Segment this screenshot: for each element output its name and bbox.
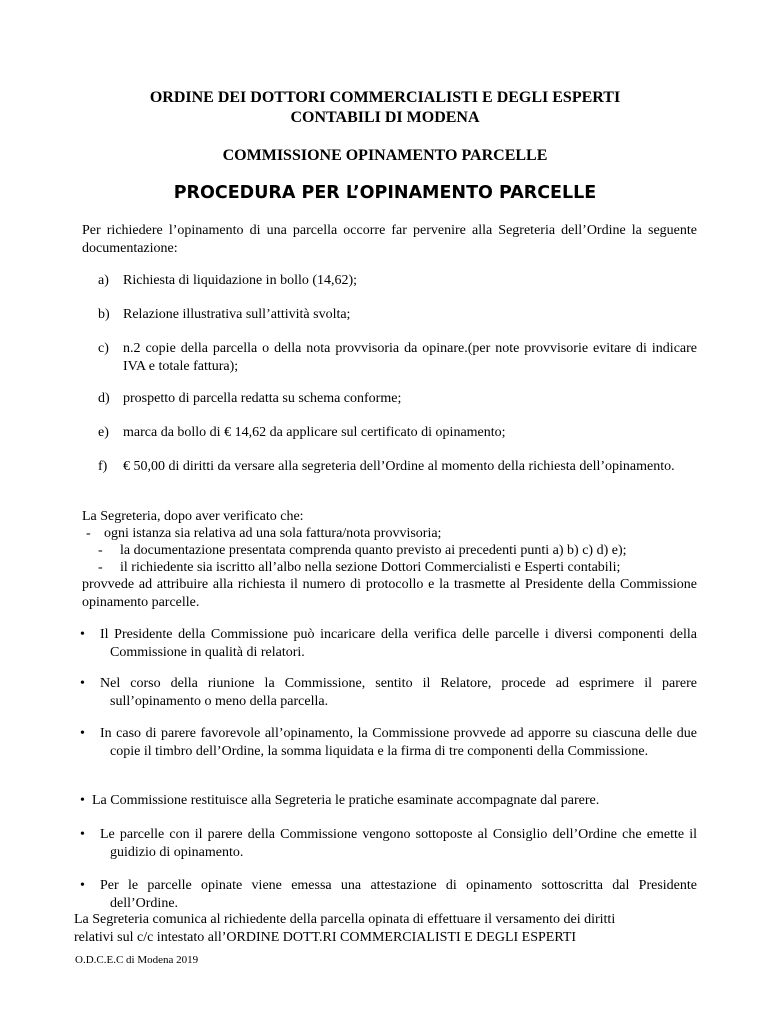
bullet-marker: •	[80, 676, 85, 691]
list-item-text: € 50,00 di diritti da versare alla segreteria dell’Ordine al momento della richiesta dell’opinamento.	[123, 459, 675, 474]
dash-marker: -	[98, 543, 103, 558]
list-item	[98, 424, 697, 442]
document-title: PROCEDURA PER L’OPINAMENTO PARCELLE	[173, 183, 597, 203]
closing-paragraph	[74, 911, 714, 946]
list-item-text: prospetto di parcella redatta su schema conforme;	[123, 391, 402, 406]
organization-name-line1: ORDINE DEI DOTTORI COMMERCIALISTI E DEGLI ESPERTI	[149, 89, 621, 106]
list-item-text: Richiesta di liquidazione in bollo (14,62);	[123, 273, 358, 288]
list-item-text: Nel corso della riunione la Commissione, sentito il Relatore, procede ad esprimere il parere sull’opinamento o meno della parcella.	[100, 676, 697, 709]
verification-conclusion: provvede ad attribuire alla richiesta il numero di protocollo e la trasmette al Presidente della Commissione opinamento parcelle.	[82, 577, 697, 610]
list-item-text: In caso di parere favorevole all’opinamento, la Commissione provvede ad apporre su ciascuna delle due copie il timbro dell’Ordine, la somma liquidata e la firma di tre componenti della Commissione.	[100, 726, 697, 759]
list-item	[80, 877, 697, 912]
list-item-label: b)	[98, 307, 110, 322]
list-item	[98, 559, 697, 577]
organization-name	[0, 88, 770, 128]
list-item-label: a)	[98, 273, 109, 288]
bullet-marker: •	[80, 878, 85, 893]
list-item-text: Il Presidente della Commissione può incaricare della verifica delle parcelle i diversi componenti della Commissione in qualità di relatori.	[100, 627, 697, 660]
list-item-text: La Commissione restituisce alla Segreteria le pratiche esaminate accompagnate dal parere.	[92, 793, 600, 808]
list-item-text: il richiedente sia iscritto all’albo nella sezione Dottori Commercialisti e Esperti contabili;	[120, 560, 621, 575]
bullet-marker: •	[80, 827, 85, 842]
closing-line2: relativi sul c/c intestato all’ORDINE DOTT.RI COMMERCIALISTI E DEGLI ESPERTI	[74, 929, 577, 945]
organization-name-line2: CONTABILI DI MODENA	[290, 109, 480, 126]
list-item-text: Le parcelle con il parere della Commissione vengono sottoposte al Consiglio dell’Ordine che emette il guidizio di opinamento.	[100, 827, 697, 860]
commission-name: COMMISSIONE OPINAMENTO PARCELLE	[222, 147, 548, 164]
bullet-marker: •	[80, 793, 85, 808]
list-item	[98, 542, 697, 560]
list-item-label: e)	[98, 425, 109, 440]
list-item	[86, 525, 697, 543]
list-item-label: c)	[98, 341, 109, 356]
list-item-label: f)	[98, 459, 108, 474]
list-item	[98, 340, 697, 375]
list-item-text: n.2 copie della parcella o della nota provvisoria da opinare.(per note provvisorie evitare di indicare IVA e totale fattura);	[123, 341, 697, 374]
list-item	[98, 306, 697, 324]
dash-marker: -	[86, 526, 91, 541]
list-item	[80, 725, 697, 760]
closing-line1: La Segreteria comunica al richiedente della parcella opinata di effettuare il versamento dei diritti	[74, 912, 616, 927]
list-item-text: ogni istanza sia relativa ad una sola fattura/nota provvisoria;	[104, 526, 442, 541]
list-item-text: Relazione illustrativa sull’attività svolta;	[123, 307, 351, 322]
list-item-text: marca da bollo di € 14,62 da applicare sul certificato di opinamento;	[123, 425, 506, 440]
list-item-text: la documentazione presentata comprenda quanto previsto ai precedenti punti a) b) c) d) e);	[120, 543, 627, 558]
list-item	[98, 272, 697, 290]
footer-note: O.D.C.E.C di Modena 2019	[75, 954, 199, 966]
list-item	[98, 458, 697, 476]
dash-marker: -	[98, 560, 103, 575]
list-item	[80, 626, 697, 661]
list-item-text: Per le parcelle opinate viene emessa una attestazione di opinamento sottoscritta dal Presidente dell’Ordine.	[100, 878, 697, 911]
bullet-marker: •	[80, 627, 85, 642]
verification-lead: La Segreteria, dopo aver verificato che:	[82, 509, 304, 524]
bullet-marker: •	[80, 726, 85, 741]
list-item	[98, 390, 697, 408]
list-item	[80, 675, 697, 710]
list-item	[80, 792, 697, 810]
list-item	[80, 826, 697, 861]
list-item-label: d)	[98, 391, 110, 406]
intro-paragraph: Per richiedere l’opinamento di una parcella occorre far pervenire alla Segreteria dell’Ordine la seguente documentazione:	[82, 223, 697, 256]
